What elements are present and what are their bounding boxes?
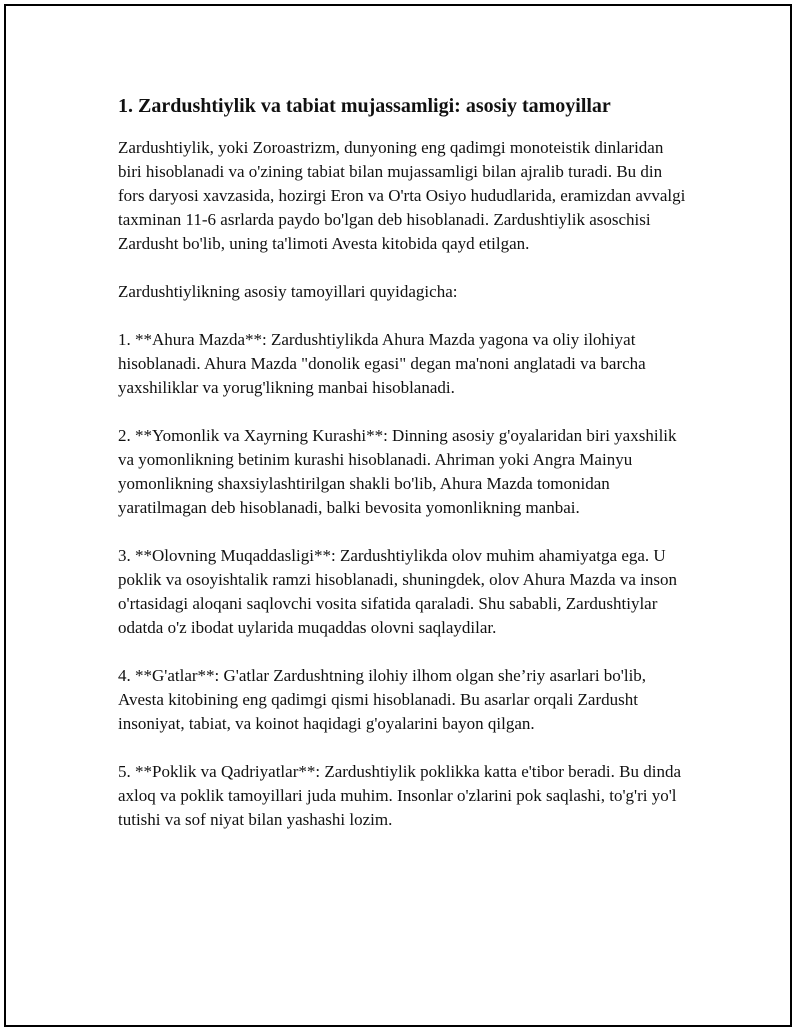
principle-gathas: 4. **G'atlar**: G'atlar Zardushtning ilohiy ilhom olgan she’riy asarlari bo'lib, Avesta kitobining eng qadimgi qismi hisoblanadi. Bu asarlar orqali Zardusht insoniyat, tabiat, va koinot haqidagi g'oyalarini bayon qilgan. (118, 666, 647, 733)
intro-paragraph: Zardushtiylik, yoki Zoroastrizm, dunyoning eng qadimgi monoteistik dinlaridan biri hisoblanadi va o'zining tabiat bilan mujassamligi bilan ajralib turadi. Bu din fors daryosi xavzasida, hozirgi Eron va O'rta Osiyo hududlarida, eramizdan avvalgi taxminan 11-6 asrlarda paydo bo'lgan deb hisoblanadi. Zardushtiylik asoschisi Zardusht bo'lib, uning ta'limoti Avesta kitobida qayd etilgan. (118, 138, 686, 253)
document-title: 1. Zardushtiylik va tabiat mujassamligi: asosiy tamoyillar (118, 95, 611, 117)
document-body (118, 92, 688, 856)
principle-purity: 5. **Poklik va Qadriyatlar**: Zardushtiylik poklikka katta e'tibor beradi. Bu dinda axloq va poklik tamoyillari juda muhim. Insonlar o'zlarini pok saqlashi, to'g'ri yo'l tutishi va sof niyat bilan yashashi lozim. (118, 762, 682, 829)
principle-ahura-mazda: 1. **Ahura Mazda**: Zardushtiylikda Ahura Mazda yagona va oliy ilohiyat hisoblanadi. Ahura Mazda "donolik egasi" degan ma'noni anglatadi va barcha yaxshiliklar va yorug'likning manbai hisoblanadi. (118, 330, 646, 397)
principle-good-evil: 2. **Yomonlik va Xayrning Kurashi**: Dinning asosiy g'oyalaridan biri yaxshilik va yomonlikning betinim kurashi hisoblanadi. Ahriman yoki Angra Mainyu yomonlikning shaxsiylashtirilgan shakli bo'lib, Ahura Mazda tomonidan yaratilmagan deb hisoblanadi, balki bevosita yomonlikning manbai. (118, 426, 677, 517)
principle-fire: 3. **Olovning Muqaddasligi**: Zardushtiylikda olov muhim ahamiyatga ega. U poklik va osoyishtalik ramzi hisoblanadi, shuningdek, olov Ahura Mazda va inson o'rtasidagi aloqani saqlovchi vosita sifatida qaraladi. Shu sababli, Zardushtiylar odatda o'z ibodat uylarida muqaddas olovni saqlaydilar. (118, 546, 678, 637)
principles-lead: Zardushtiylikning asosiy tamoyillari quyidagicha: (118, 282, 458, 301)
